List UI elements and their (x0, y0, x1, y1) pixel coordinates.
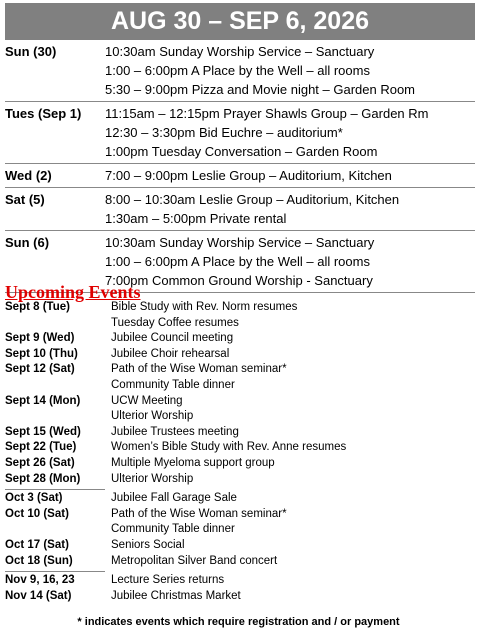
upcoming-event-row (5, 362, 475, 378)
upcoming-event-description: Tuesday Coffee resumes (111, 316, 239, 329)
upcoming-event-row (5, 538, 475, 554)
upcoming-event-description: Jubilee Choir rehearsal (111, 347, 230, 360)
group-divider (5, 571, 105, 572)
upcoming-event-description: Multiple Myeloma support group (111, 456, 275, 469)
schedule-day-label: Tues (Sep 1) (5, 106, 82, 121)
schedule-day-events (105, 42, 475, 99)
upcoming-event-date (5, 522, 111, 538)
schedule-day-events (105, 166, 475, 185)
schedule-event: 1:00 – 6:00pm A Place by the Well – all rooms (105, 63, 370, 78)
upcoming-event-row (5, 573, 475, 589)
schedule-event: 10:30am Sunday Worship Service – Sanctuary (105, 235, 375, 250)
upcoming-event-date: Nov 14 (Sat) (5, 589, 72, 602)
schedule-event: 12:30 – 3:30pm Bid Euchre – auditorium* (105, 125, 343, 140)
upcoming-event-date: Sept 8 (Tue) (5, 301, 70, 313)
upcoming-event-date (5, 409, 111, 425)
upcoming-events-list (5, 300, 475, 604)
upcoming-event-date: Sept 28 (Mon) (5, 472, 81, 485)
upcoming-event-description: Women’s Bible Study with Rev. Anne resumes (111, 441, 347, 454)
upcoming-event-description: Jubilee Christmas Market (111, 589, 241, 602)
upcoming-event-description: UCW Meeting (111, 394, 183, 407)
schedule-day-label: Sun (6) (5, 235, 50, 250)
upcoming-event-description: Jubilee Fall Garage Sale (111, 492, 237, 505)
upcoming-event-description: Ulterior Worship (111, 472, 194, 485)
upcoming-event-description: Community Table dinner (111, 378, 235, 391)
upcoming-event-row (5, 456, 475, 472)
upcoming-event-row (5, 425, 475, 441)
schedule-event: 8:00 – 10:30am Leslie Group – Auditorium, Kitchen (105, 192, 400, 207)
schedule-event: 10:30am Sunday Worship Service – Sanctuary (105, 44, 375, 59)
upcoming-event-description: Jubilee Council meeting (111, 332, 234, 345)
schedule-day-events (105, 233, 475, 290)
upcoming-event-date: Sept 15 (Wed) (5, 425, 81, 438)
upcoming-event-date: Oct 18 (Sun) (5, 554, 73, 567)
schedule-event: 5:30 – 9:00pm Pizza and Movie night – Garden Room (105, 82, 416, 97)
upcoming-event-row (5, 522, 475, 538)
upcoming-event-description: Metropolitan Silver Band concert (111, 554, 278, 567)
upcoming-event-description: Bible Study with Rev. Norm resumes (111, 301, 298, 313)
upcoming-event-description: Ulterior Worship (111, 410, 194, 423)
schedule-event: 7:00pm Common Ground Worship - Sanctuary (105, 273, 373, 288)
schedule-event: 1:00pm Tuesday Conversation – Garden Room (105, 144, 378, 159)
upcoming-event-description: Lecture Series returns (111, 574, 225, 587)
upcoming-event-row (5, 378, 475, 394)
schedule-day-label: Wed (2) (5, 168, 52, 183)
schedule-day-events (105, 190, 475, 228)
upcoming-event-date: Sept 9 (Wed) (5, 332, 75, 345)
upcoming-event-date: Oct 10 (Sat) (5, 507, 69, 520)
upcoming-event-row (5, 491, 475, 507)
upcoming-event-description: Seniors Social (111, 538, 185, 551)
group-divider (5, 489, 105, 490)
upcoming-event-row (5, 347, 475, 363)
upcoming-event-date: Sept 12 (Sat) (5, 363, 75, 376)
weekly-schedule (5, 40, 475, 293)
schedule-day-row (5, 40, 475, 102)
upcoming-event-description: Path of the Wise Woman seminar* (111, 363, 287, 376)
registration-footnote: * indicates events which require registration and / or payment (77, 616, 400, 628)
upcoming-event-date: Sept 22 (Tue) (5, 441, 77, 454)
upcoming-event-description: Jubilee Trustees meeting (111, 425, 239, 438)
schedule-day-row (5, 164, 475, 188)
upcoming-events-heading: Upcoming Events (5, 282, 141, 302)
upcoming-event-row (5, 472, 475, 488)
schedule-day-row (5, 188, 475, 231)
schedule-day-events (105, 104, 475, 161)
upcoming-event-row (5, 300, 475, 316)
upcoming-event-row (5, 554, 475, 570)
schedule-event: 1:00 – 6:00pm A Place by the Well – all rooms (105, 254, 370, 269)
upcoming-event-description: Community Table dinner (111, 523, 235, 536)
upcoming-event-date (5, 378, 111, 394)
schedule-day-label: Sat (5) (5, 192, 45, 207)
upcoming-event-date: Sept 10 (Thu) (5, 347, 78, 360)
upcoming-event-date: Sept 26 (Sat) (5, 456, 75, 469)
date-range-banner: AUG 30 – SEP 6, 2026 (5, 3, 475, 40)
upcoming-event-row (5, 394, 475, 410)
schedule-event: 1:30am – 5:00pm Private rental (105, 211, 287, 226)
schedule-day-row (5, 102, 475, 164)
schedule-day-label: Sun (30) (5, 44, 57, 59)
upcoming-event-row (5, 440, 475, 456)
schedule-event: 7:00 – 9:00pm Leslie Group – Auditorium, Kitchen (105, 168, 392, 183)
schedule-event: 11:15am – 12:15pm Prayer Shawls Group – Garden Rm (105, 106, 429, 121)
upcoming-event-date: Sept 14 (Mon) (5, 394, 81, 407)
upcoming-event-description: Path of the Wise Woman seminar* (111, 507, 287, 520)
upcoming-event-row (5, 331, 475, 347)
upcoming-event-date: Oct 3 (Sat) (5, 492, 63, 505)
upcoming-event-date (5, 316, 111, 332)
upcoming-event-date: Oct 17 (Sat) (5, 538, 69, 551)
upcoming-event-row (5, 316, 475, 332)
upcoming-event-row (5, 409, 475, 425)
upcoming-event-row (5, 589, 475, 605)
upcoming-event-date: Nov 9, 16, 23 (5, 574, 75, 587)
upcoming-event-row (5, 507, 475, 523)
